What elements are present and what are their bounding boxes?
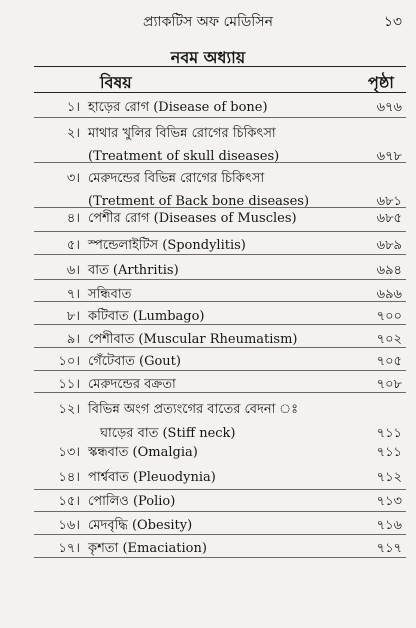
entry-title-line: হাড়ের রোগ (Disease of bone) [88, 100, 268, 115]
entry-page-number: ৭১২ [376, 470, 402, 485]
entry-title-line: কৃশতা (Emaciation) [88, 541, 207, 556]
entry-title-line: (Tretment of Back bone diseases) [88, 194, 310, 209]
entry-title-line: গেঁটেবাত (Gout) [88, 354, 181, 369]
entry-page-number: ৬৭৮ [376, 149, 402, 164]
entry-title [88, 207, 358, 230]
entry-number: ৬। [66, 263, 80, 278]
entry-title-line: মেরুদন্ডের বক্রতা [88, 377, 176, 392]
entry-title-line: স্কন্ধবাত (Omalgia) [88, 445, 198, 460]
row-divider [34, 557, 406, 558]
entry-page-number: ৬৭৬ [376, 100, 402, 115]
subject-column-header: বিষয় [100, 73, 132, 92]
entry-page-number: ৬৮৫ [376, 211, 402, 226]
row-divider [34, 324, 406, 325]
entry-page-number: ৬৮৯ [376, 238, 402, 253]
entry-number: ৯। [66, 332, 80, 347]
entry-number: ১১। [58, 377, 80, 392]
entry-page-number: ৭০৮ [376, 377, 402, 392]
entry-title-line: পার্শ্ববাত (Pleuodynia) [88, 470, 216, 485]
entry-number: ৪। [66, 211, 80, 226]
row-divider [34, 370, 406, 371]
entry-title-line: পোলিও (Polio) [88, 494, 176, 509]
table-header-rule [34, 92, 406, 93]
entry-number: ১০। [58, 354, 80, 369]
entry-page-number: ৬৯৪ [376, 263, 402, 278]
row-divider [34, 231, 406, 232]
row-divider [34, 279, 406, 280]
entry-page-number: ৭১১ [376, 445, 402, 460]
entry-number: ১৩। [58, 445, 80, 460]
chapter-title: নবম অধ্যায় [170, 48, 246, 67]
entry-number: ৮। [66, 309, 80, 324]
entry-title-line: পেশীবাত (Muscular Rheumatism) [88, 332, 298, 347]
row-divider [34, 162, 406, 163]
page-number: ১৩ [383, 14, 402, 30]
entry-title-line: বিভিন্ন অংগ প্রত্যংগের বাতের বেদনা ঃ [88, 402, 299, 417]
entry-page-number: ৬৮১ [376, 194, 402, 209]
row-divider [34, 117, 406, 118]
running-header [0, 10, 416, 30]
entry-title [88, 398, 358, 421]
row-divider [34, 347, 406, 348]
entry-page-number: ৭১৩ [376, 494, 402, 509]
page-column-header: পৃষ্ঠা [368, 73, 394, 92]
entry-number: ৫। [66, 238, 80, 253]
entry-page-number: ৭০২ [376, 332, 402, 347]
entry-title-line: (Treatment of skull diseases) [88, 149, 280, 164]
entry-title-line: ঘাড়ের বাত (Stiff neck) [100, 426, 236, 441]
table-top-rule [34, 66, 406, 67]
entry-page-number: ৭০০ [376, 309, 402, 324]
entry-number: ১। [66, 100, 80, 115]
row-divider [34, 534, 406, 535]
entry-number: ১৪। [58, 470, 80, 485]
row-divider [34, 511, 406, 512]
entry-title-line: সন্ধিবাত [88, 287, 132, 302]
entry-title-line: কটিবাত (Lumbago) [88, 309, 205, 324]
entry-title [88, 96, 358, 119]
entry-title-line: স্পন্ডেলাইটিস (Spondylitis) [88, 238, 246, 253]
entry-number: ২। [66, 126, 80, 141]
entry-title-line: পেশীর রোগ (Diseases of Muscles) [88, 211, 297, 226]
row-divider [34, 301, 406, 302]
entry-page-number: ৭১৭ [376, 541, 402, 556]
row-divider [34, 489, 406, 490]
entry-number: ১৭। [58, 541, 80, 556]
entry-title [88, 466, 358, 489]
row-divider [34, 207, 406, 208]
entry-number: ১৫। [58, 494, 80, 509]
entry-number: ৭। [66, 287, 80, 302]
row-divider [34, 392, 406, 393]
row-divider [34, 254, 406, 255]
book-title: প্র্যাকটিস অফ মেডিসিন [143, 14, 273, 30]
entry-number: ১৬। [58, 518, 80, 533]
entry-title-line: মেদবৃদ্ধি (Obesity) [88, 518, 193, 533]
entry-number: ৩। [66, 171, 80, 186]
entry-page-number: ৬৯৬ [376, 287, 402, 302]
entry-page-number: ৭০৫ [376, 354, 402, 369]
entry-title-line: মাথার খুলির বিভিন্ন রোগের চিকিৎসা [88, 126, 276, 141]
entry-title-line: মেরুদন্ডের বিভিন্ন রোগের চিকিৎসা [88, 171, 265, 186]
entry-title-line: বাত (Arthritis) [88, 263, 179, 278]
entry-title [88, 283, 358, 306]
entry-title [88, 441, 358, 464]
entry-page-number: ৭১৬ [376, 518, 402, 533]
entry-page-number: ৭১১ [376, 426, 402, 441]
entry-number: ১২। [58, 402, 80, 417]
entry-title [88, 490, 358, 513]
